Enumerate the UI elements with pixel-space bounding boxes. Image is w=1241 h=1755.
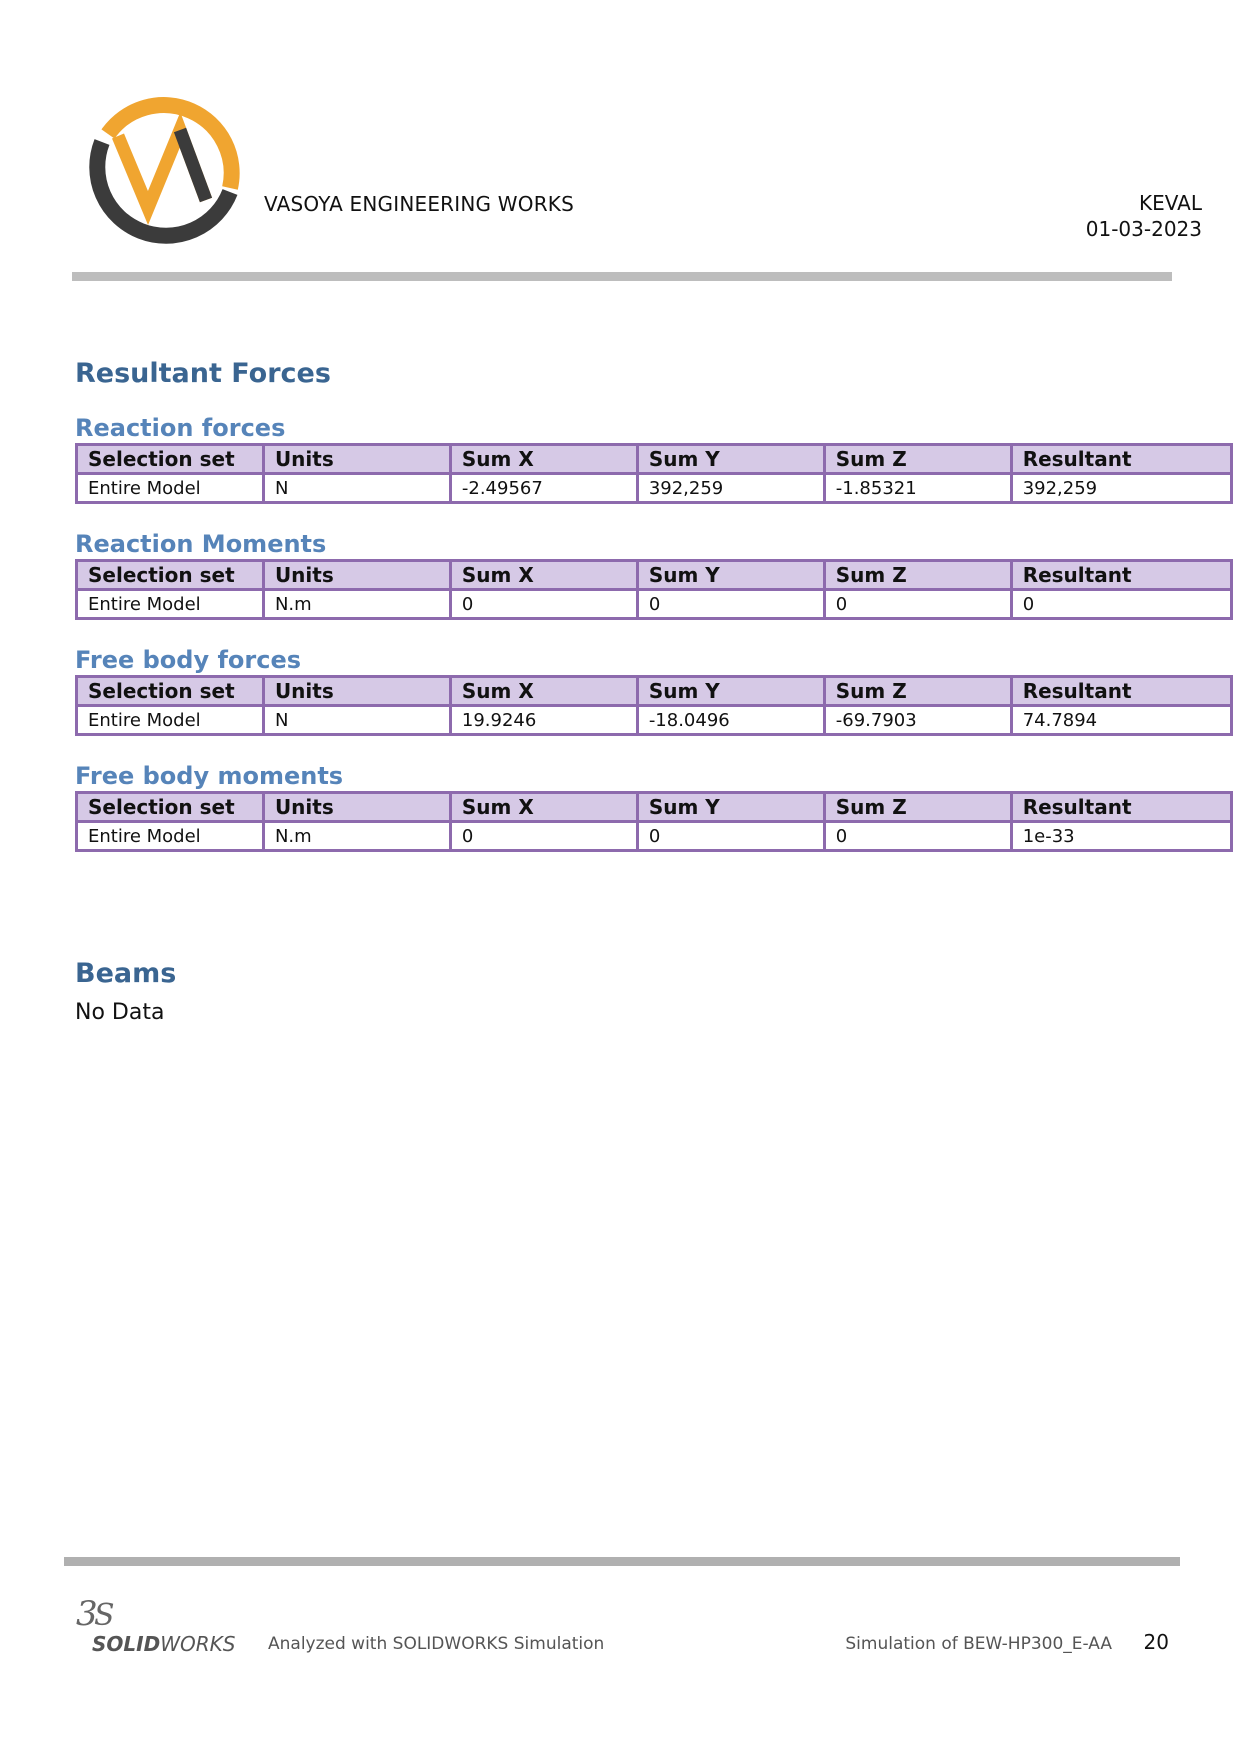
col-units: Units bbox=[263, 445, 450, 474]
table-title-free-body-moments: Free body moments bbox=[75, 762, 344, 790]
brand-prefix: SOLID bbox=[92, 1632, 161, 1656]
cell-resultant: 392,259 bbox=[1011, 474, 1231, 503]
col-sum-z: Sum Z bbox=[824, 561, 1011, 590]
col-selection-set: Selection set bbox=[77, 445, 264, 474]
col-resultant: Resultant bbox=[1011, 445, 1231, 474]
table-row bbox=[77, 590, 1232, 619]
cell-resultant: 74.7894 bbox=[1011, 706, 1231, 735]
beams-no-data: No Data bbox=[75, 1000, 165, 1025]
col-units: Units bbox=[263, 677, 450, 706]
table-row bbox=[77, 706, 1232, 735]
col-sum-x: Sum X bbox=[450, 445, 637, 474]
header-divider bbox=[72, 272, 1172, 281]
cell-units: N.m bbox=[263, 822, 450, 851]
col-selection-set: Selection set bbox=[77, 793, 264, 822]
col-sum-x: Sum X bbox=[450, 677, 637, 706]
table-row bbox=[77, 474, 1232, 503]
author-block bbox=[1086, 190, 1202, 242]
col-sum-y: Sum Y bbox=[637, 677, 824, 706]
col-sum-z: Sum Z bbox=[824, 677, 1011, 706]
reaction-forces-table bbox=[75, 443, 1233, 504]
author-name: KEVAL bbox=[1139, 191, 1202, 215]
col-sum-y: Sum Y bbox=[637, 793, 824, 822]
col-selection-set: Selection set bbox=[77, 561, 264, 590]
cell-sum-y: 392,259 bbox=[637, 474, 824, 503]
beams-title: Beams bbox=[75, 958, 177, 989]
col-resultant: Resultant bbox=[1011, 561, 1231, 590]
reaction-moments-table bbox=[75, 559, 1233, 620]
table-row bbox=[77, 822, 1232, 851]
company-logo bbox=[80, 84, 240, 244]
report-date: 01-03-2023 bbox=[1085, 217, 1202, 241]
page-number: 20 bbox=[1143, 1630, 1169, 1654]
cell-units: N bbox=[263, 474, 450, 503]
col-sum-y: Sum Y bbox=[637, 561, 824, 590]
free-body-forces-table bbox=[75, 675, 1233, 736]
cell-sum-z: -1.85321 bbox=[824, 474, 1011, 503]
col-sum-x: Sum X bbox=[450, 793, 637, 822]
cell-units: N.m bbox=[263, 590, 450, 619]
cell-sum-x: 19.9246 bbox=[450, 706, 637, 735]
table-header-row bbox=[77, 793, 1232, 822]
cell-selection-set: Entire Model bbox=[77, 706, 264, 735]
cell-sum-y: 0 bbox=[637, 822, 824, 851]
col-sum-z: Sum Z bbox=[824, 793, 1011, 822]
solidworks-logo bbox=[72, 1585, 252, 1657]
table-title-reaction-forces: Reaction forces bbox=[75, 414, 286, 442]
col-sum-x: Sum X bbox=[450, 561, 637, 590]
simulation-name: Simulation of BEW-HP300_E-AA bbox=[845, 1634, 1112, 1654]
free-body-moments-table bbox=[75, 791, 1233, 852]
cell-sum-x: 0 bbox=[450, 822, 637, 851]
cell-sum-z: 0 bbox=[824, 822, 1011, 851]
col-selection-set: Selection set bbox=[77, 677, 264, 706]
table-header-row bbox=[77, 561, 1232, 590]
col-sum-y: Sum Y bbox=[637, 445, 824, 474]
cell-sum-y: 0 bbox=[637, 590, 824, 619]
col-sum-z: Sum Z bbox=[824, 445, 1011, 474]
svg-text:3: 3 bbox=[76, 1594, 98, 1634]
table-header-row bbox=[77, 677, 1232, 706]
analyzed-with-text: Analyzed with SOLIDWORKS Simulation bbox=[268, 1634, 605, 1654]
col-resultant: Resultant bbox=[1011, 677, 1231, 706]
table-title-free-body-forces: Free body forces bbox=[75, 646, 302, 674]
cell-sum-x: 0 bbox=[450, 590, 637, 619]
table-title-reaction-moments: Reaction Moments bbox=[75, 530, 327, 558]
table-header-row bbox=[77, 445, 1232, 474]
svg-text:SOLIDWORKS bbox=[92, 1632, 236, 1656]
cell-resultant: 1e-33 bbox=[1011, 822, 1231, 851]
cell-units: N bbox=[263, 706, 450, 735]
col-units: Units bbox=[263, 561, 450, 590]
section-title: Resultant Forces bbox=[75, 358, 331, 389]
cell-sum-z: -69.7903 bbox=[824, 706, 1011, 735]
cell-sum-y: -18.0496 bbox=[637, 706, 824, 735]
company-name: VASOYA ENGINEERING WORKS bbox=[264, 192, 574, 216]
cell-resultant: 0 bbox=[1011, 590, 1231, 619]
col-units: Units bbox=[263, 793, 450, 822]
footer-divider bbox=[64, 1557, 1180, 1566]
svg-text:S: S bbox=[94, 1598, 115, 1633]
cell-sum-x: -2.49567 bbox=[450, 474, 637, 503]
brand-suffix: WORKS bbox=[160, 1632, 236, 1656]
cell-selection-set: Entire Model bbox=[77, 822, 264, 851]
col-resultant: Resultant bbox=[1011, 793, 1231, 822]
cell-sum-z: 0 bbox=[824, 590, 1011, 619]
cell-selection-set: Entire Model bbox=[77, 474, 264, 503]
cell-selection-set: Entire Model bbox=[77, 590, 264, 619]
